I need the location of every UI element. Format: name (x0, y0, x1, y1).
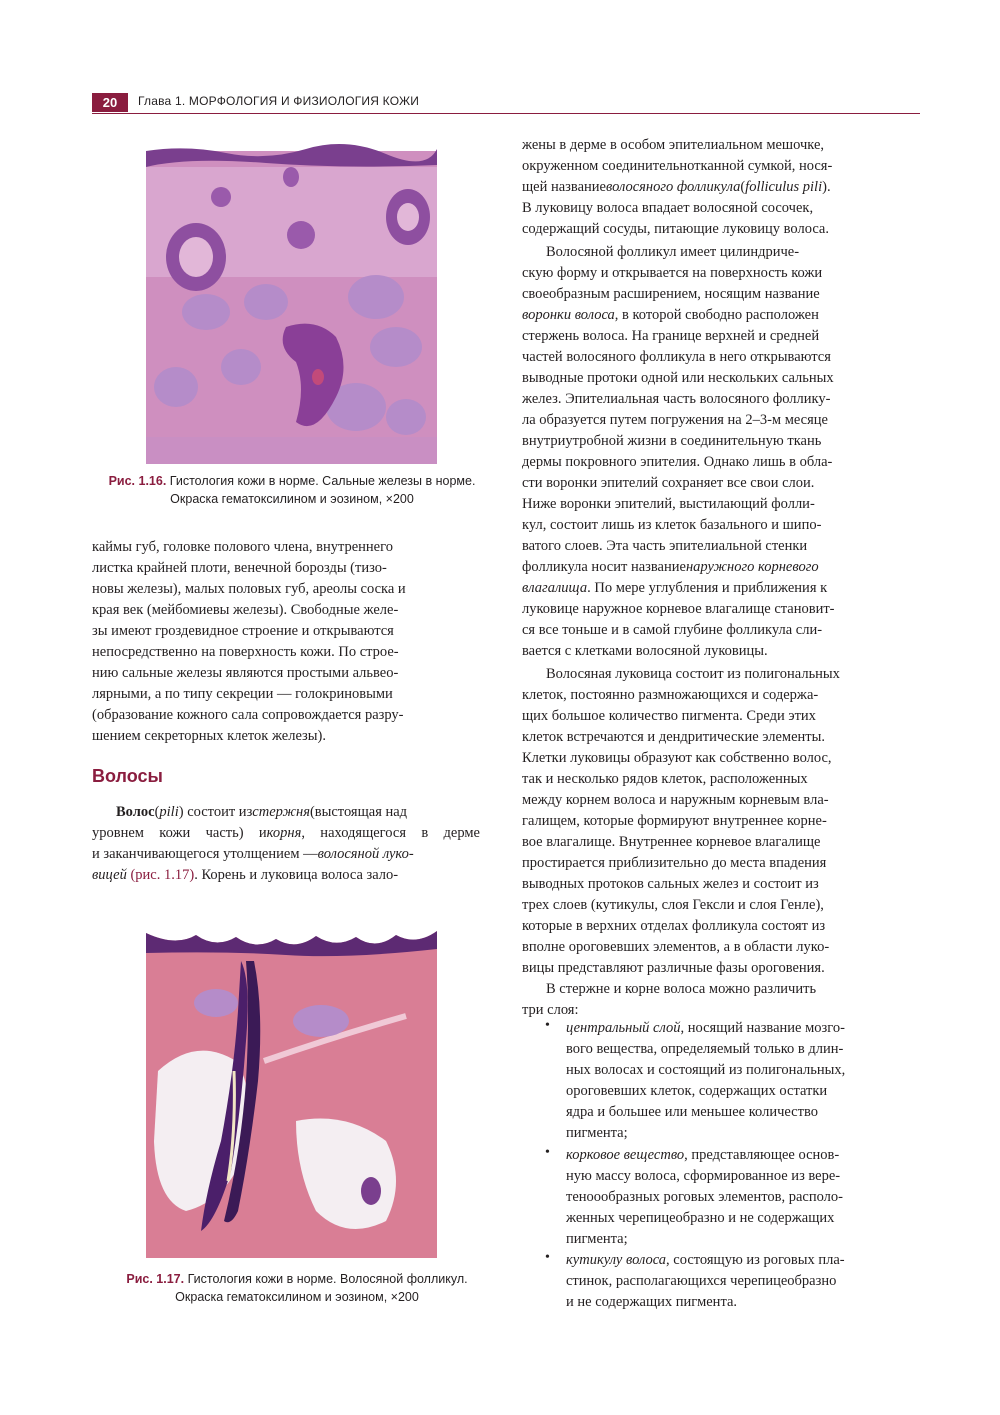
text-line: Клетки луковицы образуют как собственно волос, (522, 750, 832, 766)
text-line: непосредственно на поверхность кожи. По строе- (92, 644, 399, 660)
text-line (566, 1145, 839, 1166)
text-line: луковице наружное корневое влагалище становит- (522, 601, 835, 617)
text-line: выводные протоки одной или нескольких сальных (522, 370, 834, 386)
text-line: зы имеют гроздевидное строение и открываются (92, 623, 394, 639)
text-line: выводных протоков сальных желез и состоит из (522, 876, 819, 892)
text-fragment: , в которой свободно расположен (614, 307, 819, 323)
text-line: ся все тоньше и в самой глубине фолликула сли- (522, 622, 823, 638)
bullet-item-cuticle (545, 1250, 922, 1313)
text-line: В стержне и корне волоса можно различить (546, 981, 817, 997)
text-line: кул, состоит лишь из клеток базального и шипо- (522, 517, 822, 533)
text-line: простирается приблизительно до места впадения (522, 855, 827, 871)
right-column-text (522, 135, 922, 1021)
text-fragment: , находящегося в дерме (301, 825, 480, 841)
text-fragment: , состоящую из роговых пла- (666, 1252, 845, 1268)
italic-term: влагалища (522, 580, 588, 596)
bold-term: Волос (116, 804, 155, 820)
text-line: своеобразным расширением, носящим название (522, 286, 820, 302)
text-line: галищем, которые формируют внутреннее корне- (522, 813, 827, 829)
italic-term: центральный слой (566, 1020, 681, 1036)
text-line: сти воронки эпителий сохраняет все свои слои. (522, 475, 815, 491)
figure-reference-link[interactable]: (рис. 1.17) (130, 867, 195, 883)
text-line: вается с клетками волосяной луковицы. (522, 643, 768, 659)
text-line: стержень волоса. На границе верхней и средней (522, 328, 820, 344)
italic-term: кутикулу волоса (566, 1252, 667, 1268)
figure-1-17-caption (92, 1270, 502, 1306)
text-line: ла образуется путем погружения на 2–3-м месяце (522, 412, 828, 428)
text-line (522, 578, 827, 599)
text-line (522, 177, 831, 198)
text-fragment: ( (740, 179, 746, 195)
italic-term: folliculus pili (745, 179, 823, 195)
text-line: Волосяная луковица состоит из полигональных (546, 666, 840, 682)
text-line: пигмента; (566, 1231, 628, 1247)
text-line (522, 557, 819, 578)
text-line: дермы покровного эпителия. Однако лишь в обла- (522, 454, 833, 470)
caption-text: Окраска гематоксилином и эозином, ×200 (170, 492, 414, 506)
text-line: ватого слоев. Эта часть эпителиальной стенки (522, 538, 808, 554)
figure-1-16-caption (92, 472, 492, 508)
text-line: так и несколько рядов клеток, расположенных (522, 771, 808, 787)
section-heading-hair: Волосы (92, 766, 163, 786)
text-fragment: щей название (522, 179, 606, 195)
text-line: желез. Эпителиальная часть волосяного фоллику- (522, 391, 831, 407)
text-line: (образование кожного сала сопровождается разру- (92, 707, 404, 723)
text-line: края век (мейбомиевы железы). Свободные желе- (92, 602, 399, 618)
text-fragment: . Корень и луковица волоса зало- (194, 867, 399, 883)
text-line (566, 1018, 845, 1039)
caption-text: Гистология кожи в норме. Волосяной фолликул. (187, 1272, 468, 1286)
text-line: лярными, а по типу секреции — голокриновыми (92, 686, 393, 702)
text-line: ную массу волоса, сформированное из вере- (566, 1168, 841, 1184)
text-line: каймы губ, головке полового члена, внутреннего (92, 539, 393, 555)
text-line (92, 823, 480, 844)
text-fragment: фолликула носит название (522, 559, 686, 575)
text-line: жены в дерме в особом эпителиальном мешочке, (522, 137, 825, 153)
text-line (92, 844, 414, 865)
text-line: и не содержащих пигмента. (566, 1294, 738, 1310)
text-line (92, 865, 398, 886)
text-line: вое влагалище. Внутреннее корневое влагалище (522, 834, 821, 850)
text-line: клеток встречаются и дендритические элементы. (522, 729, 825, 745)
left-column-paragraph-2 (92, 802, 492, 886)
italic-term: вицей (92, 867, 127, 883)
text-line: вицы представляют различные фазы ороговения. (522, 960, 825, 976)
text-line: новы железы), малых половых губ, ареолы соска и (92, 581, 406, 597)
bullet-item-cortex (545, 1145, 922, 1250)
text-line: теноообразных роговых элементов, располо- (566, 1189, 844, 1205)
text-line (522, 305, 819, 326)
caption-text: Гистология кожи в норме. Сальные железы в норме. (169, 474, 476, 488)
figure-label: Рис. 1.17. (126, 1272, 185, 1286)
text-line: три слоя: (522, 1002, 579, 1018)
text-line: которые в верхних отделах фолликула состоят из (522, 918, 826, 934)
text-fragment: и заканчивающегося утолщением — (92, 846, 318, 862)
text-line: ядра и большее или меньшее количество (566, 1104, 818, 1120)
text-fragment: ) состоит из (178, 804, 253, 820)
text-line: женных черепицеобразно и не содержащих (566, 1210, 835, 1226)
text-line: трех слоев (кутикулы, слоя Гексли и слоя Генле), (522, 897, 824, 913)
text-line (116, 802, 407, 823)
text-line: Волосяной фолликул имеет цилиндриче- (546, 244, 800, 260)
italic-term: волосяного фолликула (605, 179, 741, 195)
text-line: скую форму и открывается на поверхность кожи (522, 265, 823, 281)
italic-term: корня (266, 825, 302, 841)
caption-text: Окраска гематоксилином и эозином, ×200 (175, 1290, 419, 1304)
text-line: нию сальные железы являются простыми альвео- (92, 665, 399, 681)
text-fragment: , представляющее основ- (684, 1147, 840, 1163)
italic-term: корковое вещество (566, 1147, 685, 1163)
text-line: частей волосяного фолликула в него открываются (522, 349, 831, 365)
figure-label: Рис. 1.16. (108, 474, 167, 488)
text-line: шением секреторных клеток железы). (92, 728, 326, 744)
italic-term: воронки волоса (522, 307, 615, 323)
text-line: ороговевших клеток, содержащих остатки (566, 1083, 828, 1099)
bullet-icon: • (545, 1250, 550, 1265)
chapter-title: Глава 1. МОРФОЛОГИЯ И ФИЗИОЛОГИЯ КОЖИ (138, 94, 420, 108)
italic-term: pili (159, 804, 179, 820)
text-fragment: ( (154, 804, 160, 820)
text-line: стинок, располагающихся черепицеобразно (566, 1273, 837, 1289)
text-line: В луковицу волоса впадает волосяной сосочек, (522, 200, 814, 216)
bullet-item-central-layer (545, 1018, 922, 1144)
text-fragment: ). (822, 179, 831, 195)
text-line: вполне ороговевших элементов, а в области луко- (522, 939, 830, 955)
page-number: 20 (92, 93, 128, 112)
left-column-paragraph-1 (92, 537, 492, 747)
figure-1-16-histology-image (146, 137, 437, 464)
text-line: листка крайней плоти, венечной борозды (тизо- (92, 560, 387, 576)
text-line: клеток, постоянно размножающихся и содержа- (522, 687, 819, 703)
text-line: Ниже воронки эпителий, выстилающий фолли- (522, 496, 815, 512)
figure-1-17-histology-image (146, 921, 437, 1258)
text-line: окруженном соединительнотканной сумкой, нося- (522, 158, 833, 174)
italic-term: наружного корневого (685, 559, 819, 575)
text-fragment: , носящий название мозго- (680, 1020, 845, 1036)
text-fragment: (выстоящая над (309, 804, 408, 820)
italic-term: волосяной луко- (317, 846, 414, 862)
text-line: щих большое количество пигмента. Среди этих (522, 708, 816, 724)
text-line: между корнем волоса и наружным корневым вла- (522, 792, 829, 808)
bullet-icon: • (545, 1145, 550, 1160)
text-line: содержащий сосуды, питающие луковицу волоса. (522, 221, 829, 237)
text-line: ных волосах и состоящий из полигональных, (566, 1062, 846, 1078)
text-line: внутриутробной жизни в соединительную ткань (522, 433, 822, 449)
text-fragment: уровнем кожи часть) и (92, 825, 267, 841)
italic-term: стержня (252, 804, 310, 820)
bullet-icon: • (545, 1018, 550, 1033)
text-line (566, 1250, 845, 1271)
text-fragment: . По мере углубления и приближения к (587, 580, 828, 596)
header-rule (92, 113, 920, 114)
text-line: пигмента; (566, 1125, 628, 1141)
text-line: вого вещества, определяемый только в длин- (566, 1041, 844, 1057)
